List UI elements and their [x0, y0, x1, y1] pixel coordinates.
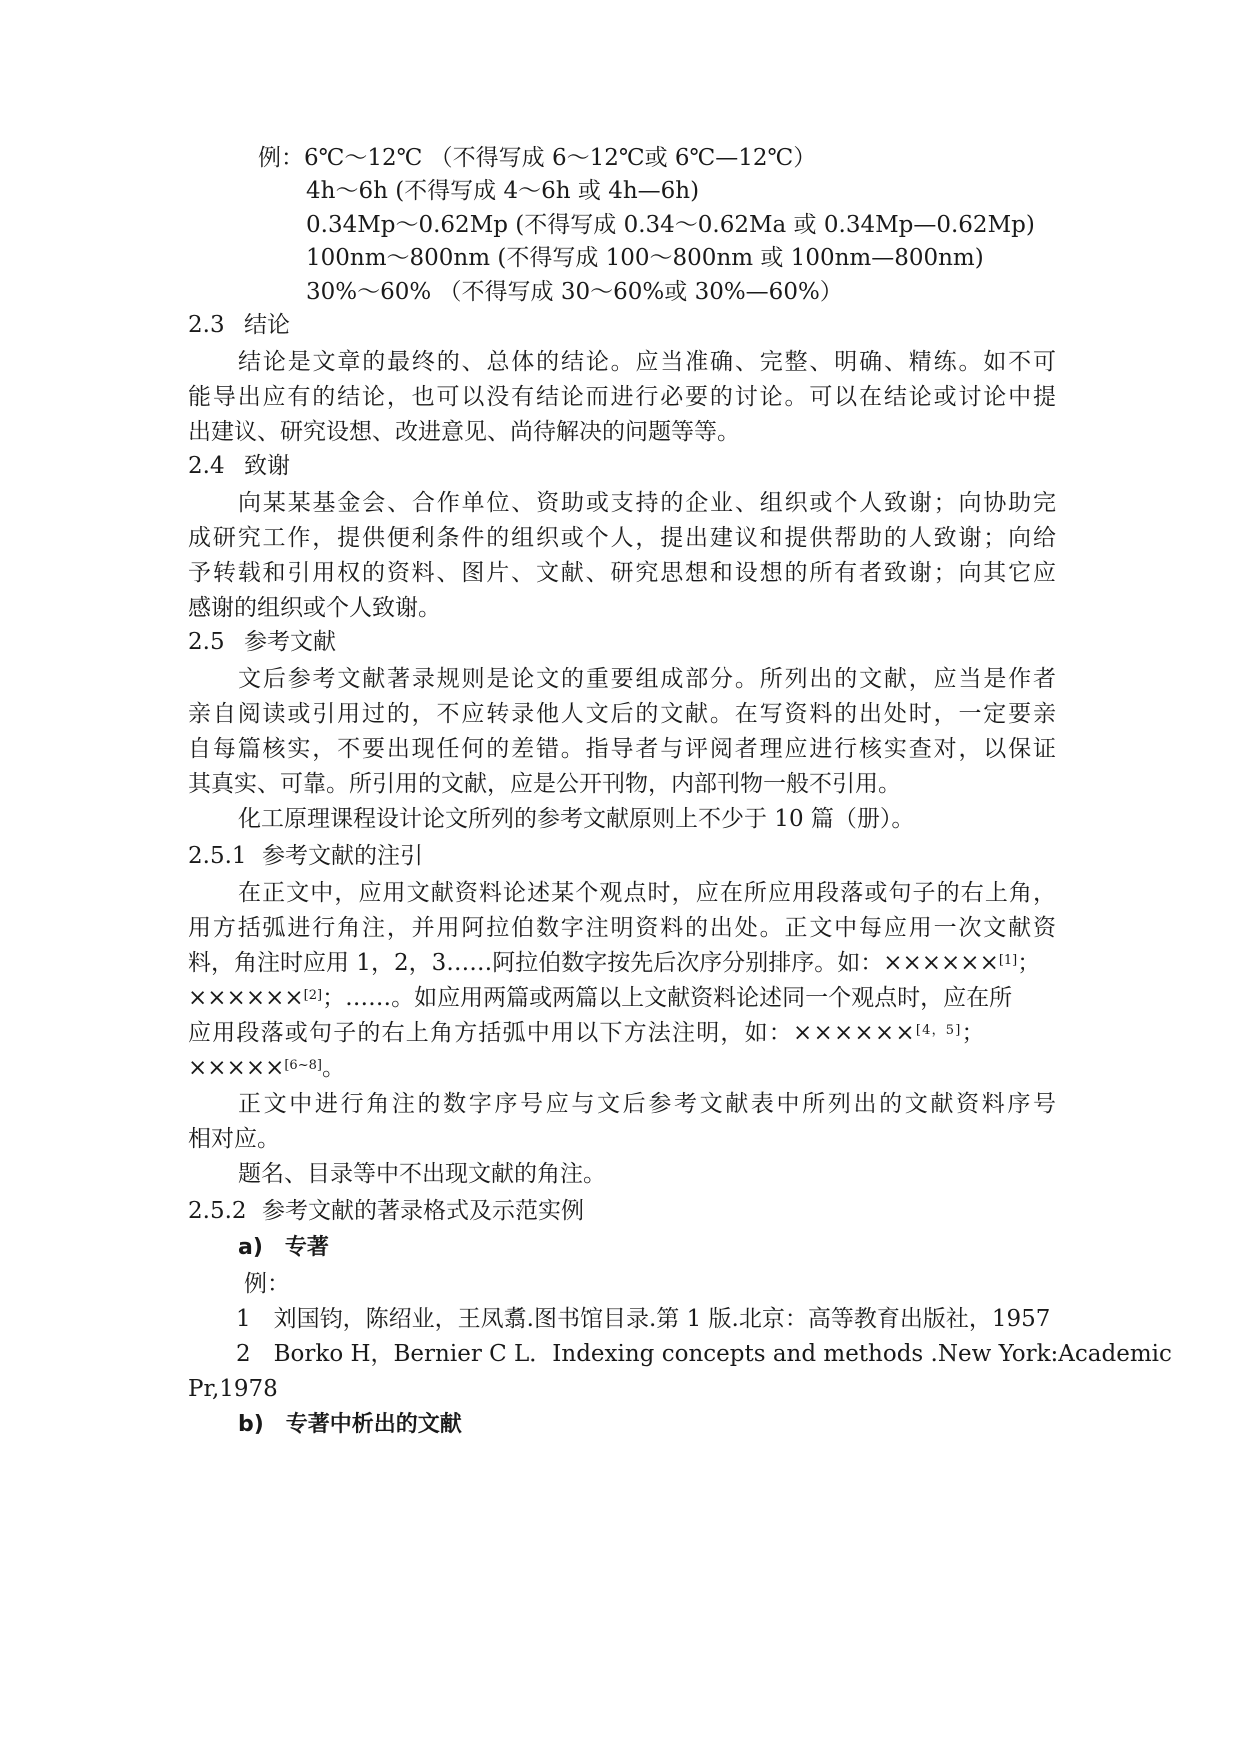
citation-mark: [2]: [303, 988, 323, 1003]
section-title: 结论: [244, 312, 290, 338]
text-run: ；: [961, 1020, 986, 1046]
example-line: 例：6℃～12℃ （不得写成 6～12℃或 6℃—12℃）: [258, 145, 817, 171]
paragraph-line: 正文中进行角注的数字序号应与文后参考文献表中所列出的文献资料序号: [238, 1091, 1056, 1117]
section-title: 参考文献的著录格式及示范实例: [262, 1198, 584, 1224]
text-run: 应用段落或句子的右上角方括弧中用以下方法注明，如：××××××: [188, 1020, 916, 1046]
section-title: 参考文献的注引: [262, 843, 423, 869]
citation-mark: [1]: [998, 953, 1018, 968]
section-number: 2.4: [188, 453, 225, 479]
example-line: 4h～6h (不得写成 4～6h 或 4h—6h): [306, 178, 700, 204]
paragraph-line: 文后参考文献著录规则是论文的重要组成部分。所列出的文献，应当是作者: [238, 666, 1056, 692]
paragraph-line: 题名、目录等中不出现文献的角注。: [238, 1161, 606, 1187]
list-label: a) 专著: [238, 1235, 329, 1260]
example-label: 例：: [244, 1271, 290, 1297]
paragraph-line: [188, 980, 1012, 1016]
paragraph-line: [188, 1015, 986, 1051]
text-run: 料，角注时应用 1，2，3……阿拉伯数字按先后次序分别排序。如：××××××: [188, 950, 999, 976]
paragraph-line: 自每篇核实，不要出现任何的差错。指导者与评阅者理应进行核实查对，以保证: [188, 736, 1056, 762]
paragraph-line: 成研究工作，提供便利条件的组织或个人，提出建议和提供帮助的人致谢；向给: [188, 525, 1056, 551]
section-number: 2.3: [188, 312, 225, 338]
example-line: 30%～60% （不得写成 30～60%或 30%—60%）: [306, 279, 843, 305]
text-run: ××××××: [188, 985, 304, 1011]
section-number: 2.5.1: [188, 843, 247, 869]
subsection-heading: [188, 1193, 584, 1229]
paragraph-line: 用方括弧进行角注，并用阿拉伯数字注明资料的出处。正文中每应用一次文献资: [188, 915, 1056, 941]
paragraph-line: [188, 1050, 345, 1086]
paragraph-line: 感谢的组织或个人致谢。: [188, 595, 441, 621]
paragraph-line: [188, 945, 1056, 981]
section-title: 致谢: [244, 453, 290, 479]
section-number: 2.5.2: [188, 1198, 247, 1224]
citation-mark: [6~8]: [284, 1058, 322, 1073]
subsection-heading: [188, 838, 423, 874]
reference-entry: 1 刘国钧，陈绍业，王凤翥.图书馆目录.第 1 版.北京：高等教育出版社，1957: [236, 1306, 1051, 1332]
section-title: 参考文献: [244, 629, 336, 655]
reference-entry-continuation: Pr,1978: [188, 1376, 278, 1402]
paragraph-line: 予转载和引用权的资料、图片、文献、研究思想和设想的所有者致谢；向其它应: [188, 560, 1056, 586]
section-heading: [188, 448, 290, 484]
paragraph-line: 其真实、可靠。所引用的文献，应是公开刊物，内部刊物一般不引用。: [188, 771, 901, 797]
text-run: ×××××: [188, 1055, 285, 1081]
paragraph-line: 能导出应有的结论，也可以没有结论而进行必要的讨论。可以在结论或讨论中提: [188, 384, 1056, 410]
text-run: ；……。如应用两篇或两篇以上文献资料论述同一个观点时，应在所: [322, 985, 1013, 1011]
paragraph-line: 出建议、研究设想、改进意见、尚待解决的问题等等。: [188, 419, 740, 445]
reference-entry: 2 Borko H，Bernier C L．Indexing concepts and methods .New York:Academic: [236, 1341, 1172, 1367]
section-number: 2.5: [188, 629, 225, 655]
paragraph-line: 向某某基金会、合作单位、资助或支持的企业、组织或个人致谢；向协助完: [238, 490, 1056, 516]
citation-mark: [4，5]: [915, 1023, 962, 1038]
text-run: ；: [1017, 950, 1041, 976]
paragraph-line: 亲自阅读或引用过的，不应转录他人文后的文献。在写资料的出处时，一定要亲: [188, 701, 1056, 727]
section-heading: [188, 624, 336, 660]
paragraph-line: 结论是文章的最终的、总体的结论。应当准确、完整、明确、精练。如不可: [238, 349, 1056, 375]
text-run: 。: [321, 1055, 345, 1081]
section-heading: [188, 307, 290, 343]
list-label: b) 专著中析出的文献: [238, 1412, 462, 1437]
paragraph-line: 相对应。: [188, 1126, 280, 1152]
paragraph-line: 化工原理课程设计论文所列的参考文献原则上不少于 10 篇（册）。: [238, 806, 915, 832]
example-line: 100nm～800nm (不得写成 100～800nm 或 100nm—800nm): [306, 245, 984, 271]
paragraph-line: 在正文中，应用文献资料论述某个观点时，应在所应用段落或句子的右上角，: [238, 880, 1056, 906]
example-line: 0.34Mp～0.62Mp (不得写成 0.34～0.62Ma 或 0.34Mp—0.62Mp): [306, 212, 1035, 238]
